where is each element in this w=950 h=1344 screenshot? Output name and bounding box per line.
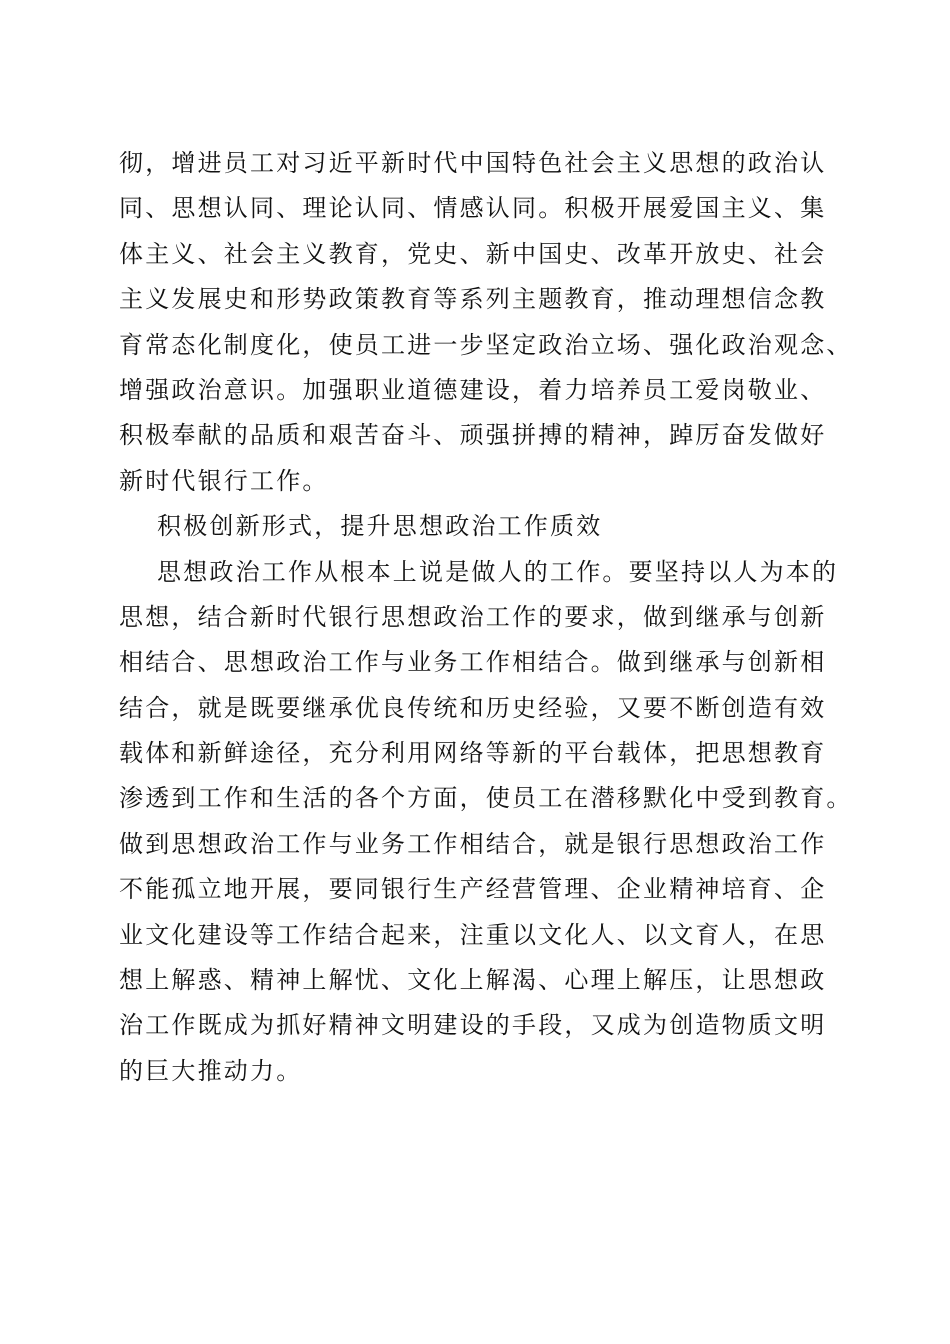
paragraph-2-line-1: 思想政治工作从根本上说是做人的工作。要坚持以人为本的 bbox=[157, 557, 839, 586]
paragraph-2-line-6: 渗透到工作和生活的各个方面，使员工在潜移默化中受到教育。 bbox=[119, 784, 853, 813]
paragraph-2-line-5: 载体和新鲜途径，充分利用网络等新的平台载体，把思想教育 bbox=[119, 739, 827, 768]
section-heading: 积极创新形式，提升思想政治工作质效 bbox=[157, 512, 603, 541]
paragraph-1-line-3: 体主义、社会主义教育，党史、新中国史、改革开放史、社会 bbox=[119, 239, 827, 268]
paragraph-2-line-3: 相结合、思想政治工作与业务工作相结合。做到继承与创新相 bbox=[119, 648, 827, 677]
paragraph-1-line-4: 主义发展史和形势政策教育等系列主题教育，推动理想信念教 bbox=[119, 285, 827, 314]
paragraph-2-line-10: 想上解惑、精神上解忧、文化上解渴、心理上解压，让思想政 bbox=[119, 966, 827, 995]
paragraph-2-line-11: 治工作既成为抓好精神文明建设的手段，又成为创造物质文明 bbox=[119, 1011, 827, 1040]
paragraph-2-line-12: 的巨大推动力。 bbox=[119, 1056, 303, 1085]
paragraph-1-line-6: 增强政治意识。加强职业道德建设，着力培养员工爱岗敬业、 bbox=[119, 375, 827, 404]
paragraph-1-line-1: 彻，增进员工对习近平新时代中国特色社会主义思想的政治认 bbox=[119, 149, 827, 177]
paragraph-2-line-4: 结合，就是既要继承优良传统和历史经验，又要不断创造有效 bbox=[119, 693, 827, 722]
paragraph-2-line-7: 做到思想政治工作与业务工作相结合，就是银行思想政治工作 bbox=[119, 829, 827, 858]
paragraph-1-line-2: 同、思想认同、理论认同、情感认同。积极开展爱国主义、集 bbox=[119, 194, 827, 223]
paragraph-1-line-5: 育常态化制度化，使员工进一步坚定政治立场、强化政治观念、 bbox=[119, 330, 853, 359]
paragraph-2-line-8: 不能孤立地开展，要同银行生产经营管理、企业精神培育、企 bbox=[119, 875, 827, 904]
document-body bbox=[119, 141, 853, 1094]
paragraph-2-line-9: 业文化建设等工作结合起来，注重以文化人、以文育人，在思 bbox=[119, 920, 827, 949]
paragraph-2-line-2: 思想，结合新时代银行思想政治工作的要求，做到继承与创新 bbox=[119, 602, 827, 631]
paragraph-1-line-7: 积极奉献的品质和艰苦奋斗、顽强拼搏的精神，踔厉奋发做好 bbox=[119, 421, 827, 450]
paragraph-1-line-8: 新时代银行工作。 bbox=[119, 466, 329, 495]
